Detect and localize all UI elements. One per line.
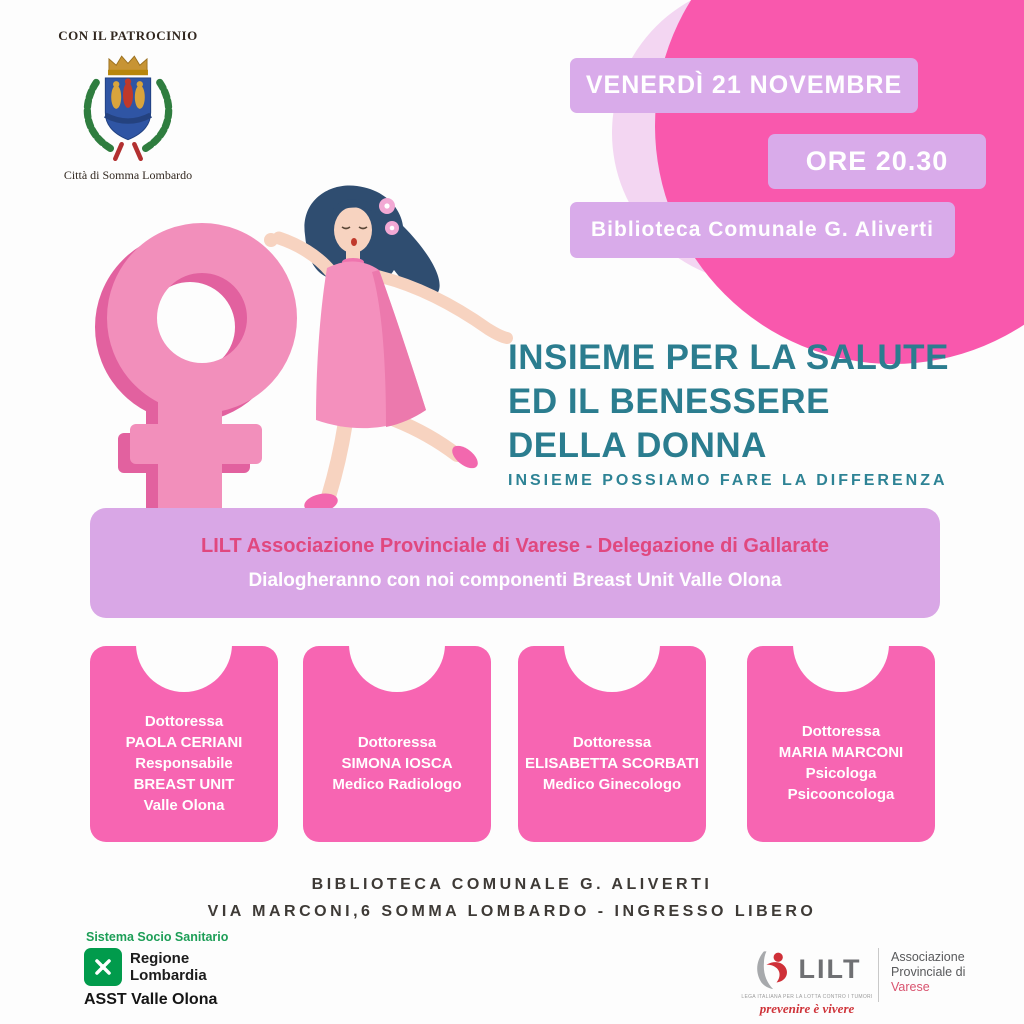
card-notch bbox=[793, 646, 889, 692]
regione-lombardia-logo-icon bbox=[84, 948, 122, 986]
regione-name-line2: Lombardia bbox=[130, 967, 207, 984]
tagline: INSIEME POSSIAMO FARE LA DIFFERENZA bbox=[508, 472, 948, 489]
card-notch bbox=[136, 646, 232, 692]
speaker-role: Psicooncologa bbox=[787, 786, 895, 803]
speaker-name: ELISABETTA SCORBATI bbox=[525, 754, 699, 772]
assoc-line1: Associazione bbox=[891, 950, 965, 964]
lilt-logo bbox=[741, 946, 873, 1017]
event-time-banner bbox=[768, 134, 986, 189]
organizer-banner bbox=[90, 508, 940, 618]
lilt-acronym: LILT bbox=[798, 953, 862, 984]
footer-address: VIA MARCONI,6 SOMMA LOMBARDO - INGRESSO LIBERO bbox=[207, 903, 817, 920]
regione-lombardia-block bbox=[84, 930, 304, 1009]
speaker-card-paola-ceriani bbox=[90, 646, 278, 842]
speaker-card-simona-iosca bbox=[303, 646, 491, 842]
speaker-role: Valle Olona bbox=[143, 796, 225, 814]
woman-and-female-symbol-illustration bbox=[95, 180, 515, 515]
speaker-role: Medico Radiologo bbox=[332, 775, 462, 793]
lilt-full-name: LEGA ITALIANA PER LA LOTTA CONTRO I TUMORI bbox=[741, 994, 873, 1000]
card-notch bbox=[564, 646, 660, 692]
asst-valle-olona-label: ASST Valle Olona bbox=[84, 991, 218, 1008]
speaker-role: BREAST UNIT bbox=[133, 775, 235, 793]
lilt-figure-icon bbox=[753, 946, 795, 992]
patronage-city: Città di Somma Lombardo bbox=[63, 168, 193, 182]
lilt-association-label bbox=[891, 946, 965, 995]
speaker-title: Dottoressa bbox=[357, 733, 437, 751]
speaker-title: Dottoressa bbox=[144, 712, 224, 730]
footer-venue: BIBLIOTECA COMUNALE G. ALIVERTI bbox=[311, 876, 713, 893]
assoc-line2: Provinciale di bbox=[891, 965, 966, 979]
organizer-speakers-intro: Dialogheranno con noi componenti Breast Unit Valle Olona bbox=[248, 569, 782, 591]
speaker-card-elisabetta-scorbati bbox=[518, 646, 706, 842]
patronage-heading: CON IL PATROCINIO bbox=[58, 28, 198, 43]
vertical-divider bbox=[878, 948, 879, 1002]
somma-lombardo-crest-icon bbox=[69, 48, 187, 166]
regione-name-line1: Regione bbox=[130, 950, 190, 967]
regione-lombardia-name bbox=[130, 950, 207, 984]
speaker-role: Medico Ginecologo bbox=[542, 775, 682, 793]
title-line-3: DELLA DONNA bbox=[508, 426, 767, 465]
title-line-2: ED IL BENESSERE bbox=[508, 382, 830, 421]
organizer-association: LILT Associazione Provinciale di Varese - Delegazione di Gallarate bbox=[201, 534, 829, 557]
speaker-title: Dottoressa bbox=[801, 723, 881, 740]
title-line-1: INSIEME PER LA SALUTE bbox=[508, 338, 949, 377]
speaker-name: PAOLA CERIANI bbox=[125, 733, 243, 751]
patronage-block bbox=[48, 28, 208, 183]
speaker-title: Dottoressa bbox=[572, 733, 652, 751]
lilt-motto: prevenire è vivere bbox=[759, 1001, 855, 1016]
event-time-text: ORE 20.30 bbox=[805, 146, 949, 176]
speaker-role: Psicologa bbox=[805, 765, 877, 782]
event-date-banner bbox=[570, 58, 918, 113]
event-date-text: VENERDÌ 21 NOVEMBRE bbox=[585, 71, 903, 99]
speaker-name: SIMONA IOSCA bbox=[341, 754, 453, 772]
assoc-line3-varese: Varese bbox=[891, 980, 930, 994]
speaker-card-maria-marconi bbox=[747, 646, 935, 842]
page-title bbox=[508, 336, 978, 468]
speaker-role: Responsabile bbox=[135, 754, 233, 772]
woman-figure bbox=[264, 185, 507, 515]
event-venue-text: Biblioteca Comunale G. Aliverti bbox=[591, 218, 934, 241]
sistema-socio-sanitario-label: Sistema Socio Sanitario bbox=[86, 930, 229, 944]
event-venue-banner bbox=[570, 202, 955, 258]
speaker-name: MARIA MARCONI bbox=[778, 744, 904, 761]
lilt-block bbox=[741, 946, 966, 1017]
card-notch bbox=[349, 646, 445, 692]
